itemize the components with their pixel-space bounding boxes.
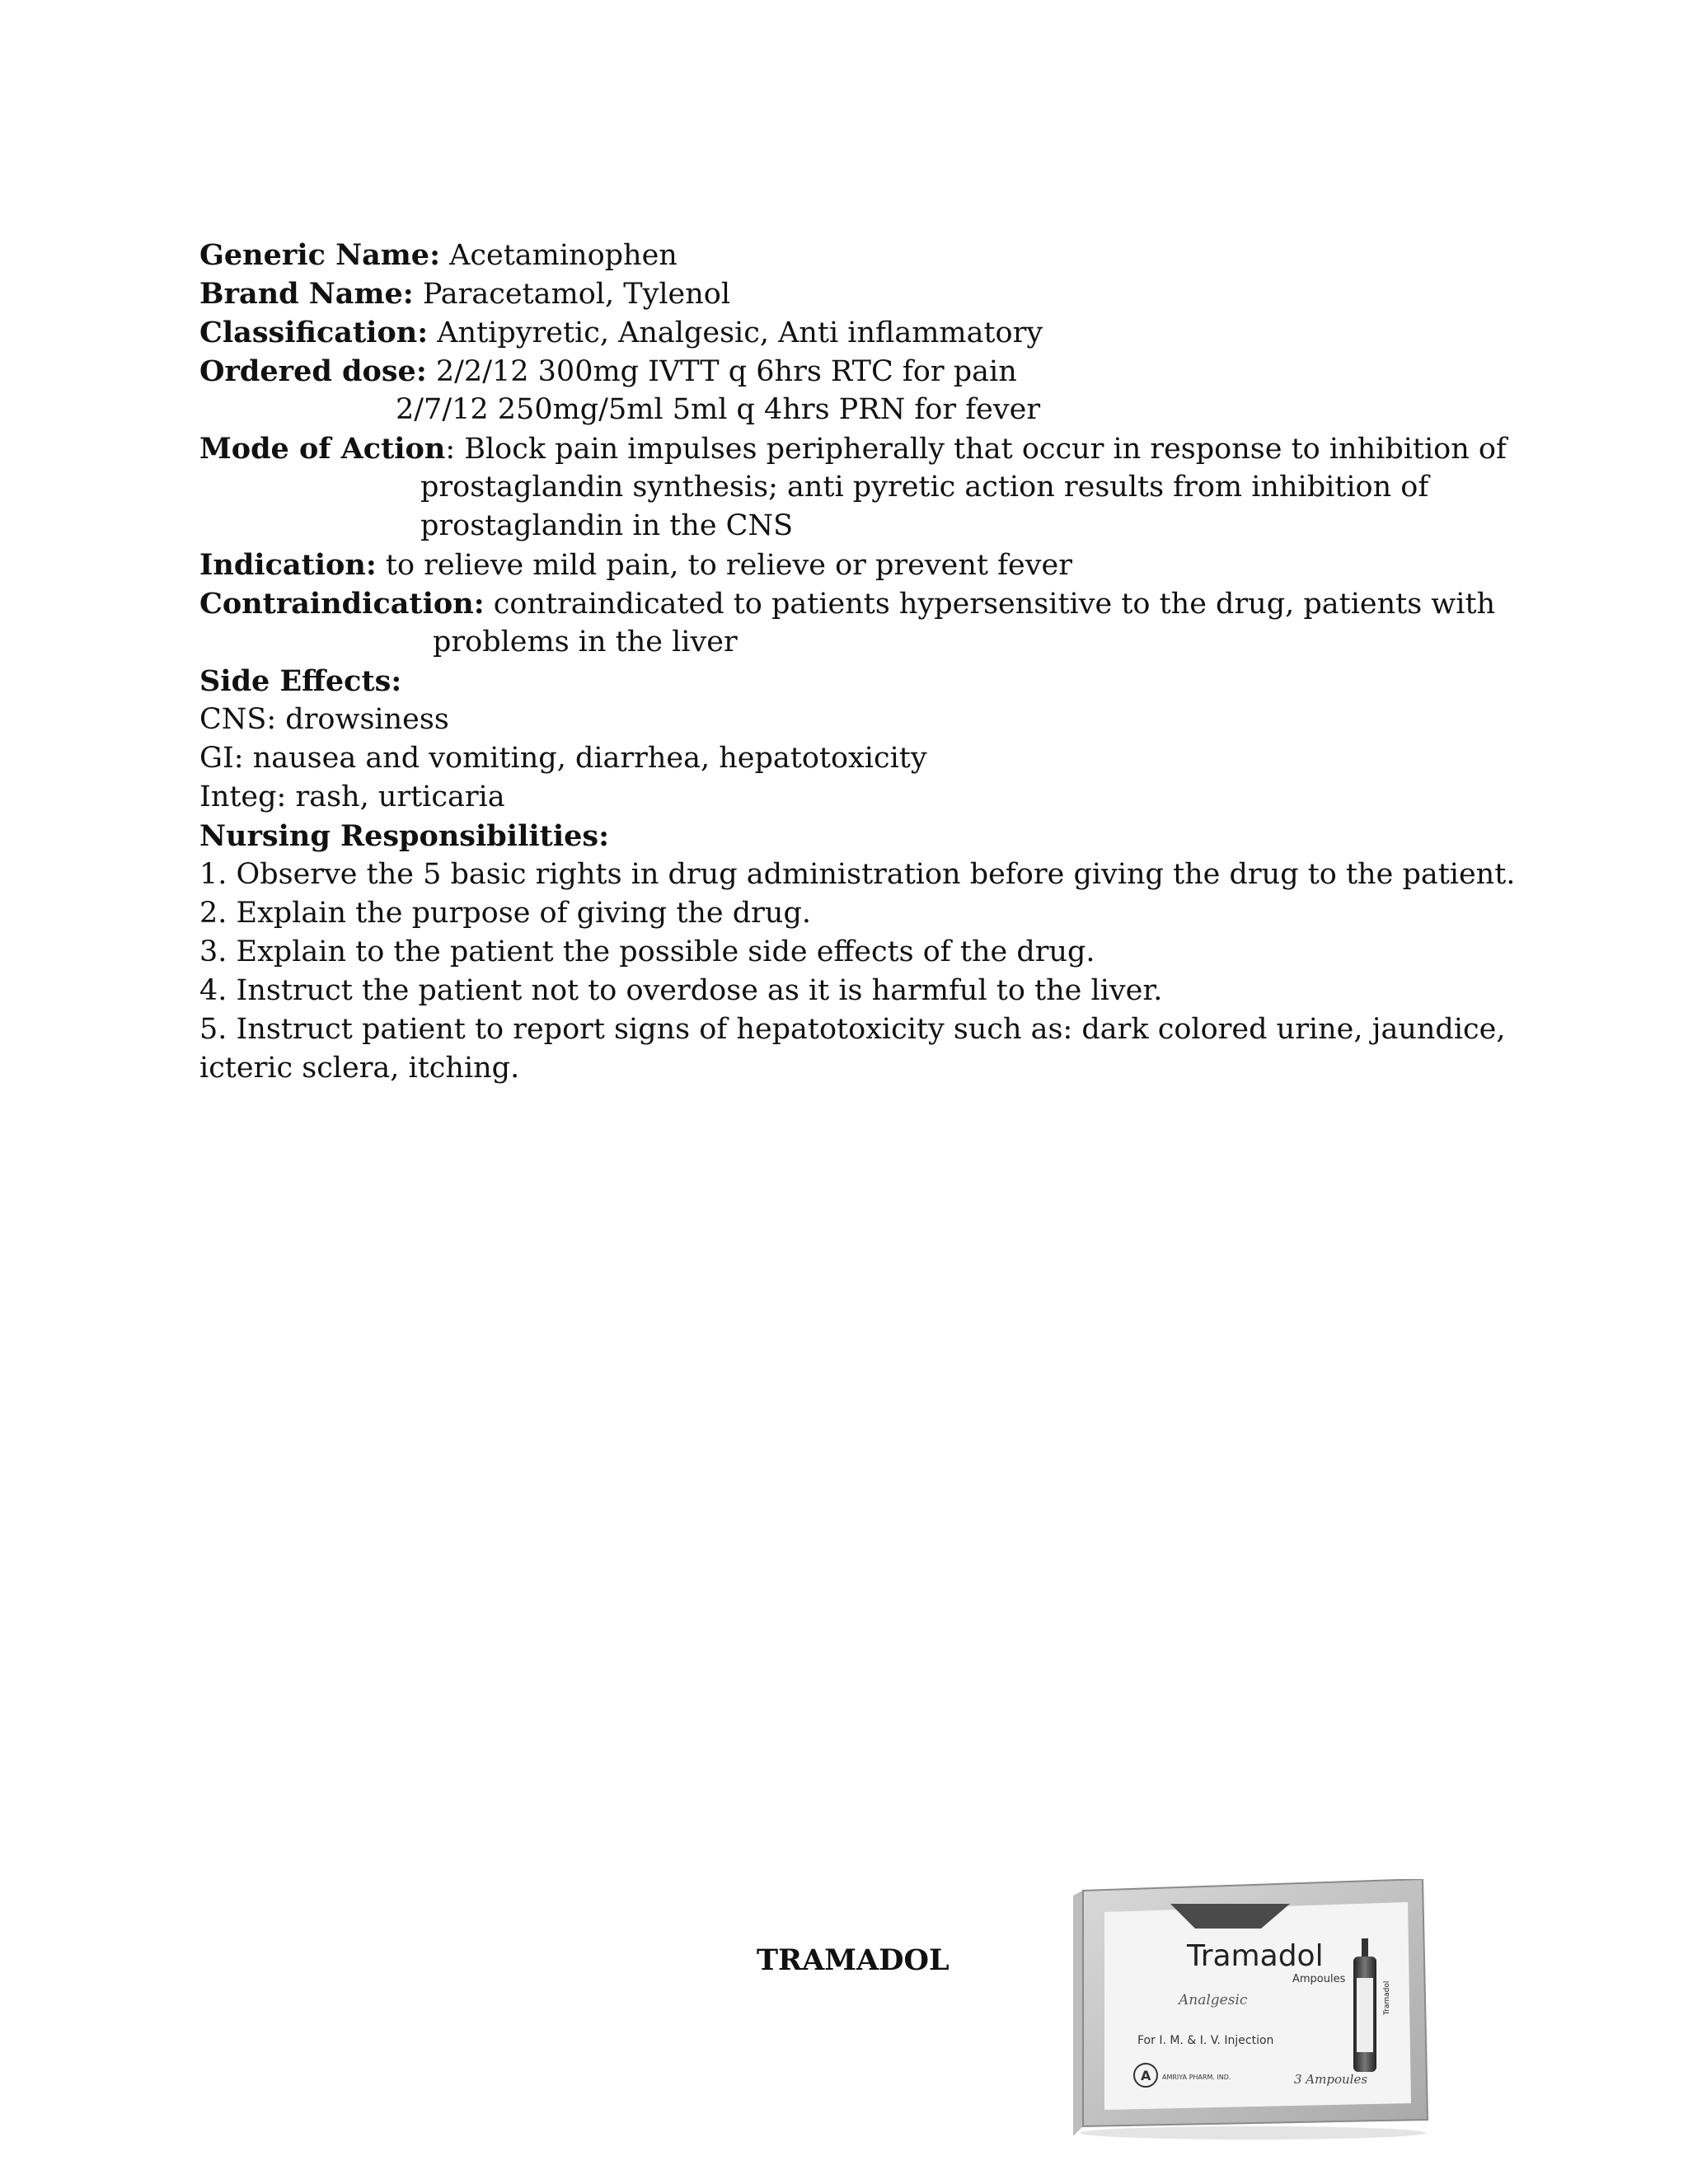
generic-name-line (199, 236, 678, 275)
generic-name-label: Generic Name: (199, 238, 440, 272)
ordered-dose-value-1: 2/2/12 300mg IVTT q 6hrs RTC for pain (426, 355, 1017, 388)
tramadol-product-image (1071, 1879, 1434, 2143)
ordered-dose-label: Ordered dose: (199, 354, 427, 388)
box-side (1073, 1891, 1083, 2136)
side-effect-item: GI: nausea and vomiting, diarrhea, hepatotoxicity (199, 742, 927, 775)
contraindication-value-1: contraindicated to patients hypersensitive to the drug, patients with (484, 588, 1496, 621)
classification-value: Antipyretic, Analgesic, Anti inflammatory (428, 316, 1043, 349)
side-effect-item: CNS: drowsiness (199, 703, 449, 736)
box-count-text: 3 Ampoules (1294, 2072, 1368, 2087)
mode-of-action-value-3: prostaglandin in the CNS (420, 509, 794, 542)
nursing-item: 1. Observe the 5 basic rights in drug administration before giving the drug to the patient. (199, 858, 1516, 891)
mode-of-action-value-1: : Block pain impulses peripherally that occur in response to inhibition of (445, 433, 1507, 466)
indication-label: Indication: (199, 548, 377, 582)
mode-of-action-label: Mode of Action (199, 432, 446, 466)
nursing-item: 5. Instruct patient to report signs of hepatotoxicity such as: dark colored urine, jaundice, (199, 1013, 1506, 1046)
contraindication-line (199, 584, 1495, 624)
tramadol-heading: TRAMADOL (757, 1943, 950, 1977)
contraindication-label: Contraindication: (199, 587, 485, 621)
side-effects-label: Side Effects: (199, 664, 402, 698)
box-shadow (1080, 2126, 1426, 2139)
nursing-item: 2. Explain the purpose of giving the drug. (199, 897, 811, 930)
box-category-text: Analgesic (1179, 1992, 1248, 2008)
indication-value: to relieve mild pain, to relieve or prevent fever (376, 549, 1072, 582)
classification-line (199, 313, 1043, 353)
brand-name-line (199, 274, 730, 314)
ampoule-label-text: Tramadol (1383, 1980, 1391, 2015)
box-form-text: Ampoules (1292, 1973, 1346, 1985)
indication-line (199, 546, 1072, 585)
ordered-dose-value-2: 2/7/12 250mg/5ml 5ml q 4hrs PRN for fever (396, 393, 1041, 426)
svg-text:A: A (1141, 2068, 1151, 2083)
nursing-item: 4. Instruct the patient not to overdose as it is harmful to the liver. (199, 974, 1163, 1007)
box-brand-text: Tramadol (1187, 1939, 1324, 1973)
nursing-item: icteric sclera, itching. (199, 1052, 520, 1085)
ampoule-label (1357, 1978, 1373, 2052)
brand-name-label: Brand Name: (199, 277, 414, 311)
ampoule-neck (1362, 1938, 1368, 1957)
mode-of-action-value-2: prostaglandin synthesis; anti pyretic action results from inhibition of (420, 471, 1429, 504)
mode-of-action-line (199, 429, 1507, 469)
classification-label: Classification: (199, 316, 429, 349)
generic-name-value: Acetaminophen (440, 239, 678, 272)
box-route-text: For I. M. & I. V. Injection (1137, 2034, 1274, 2047)
side-effect-item: Integ: rash, urticaria (199, 780, 505, 813)
contraindication-value-2: problems in the liver (433, 626, 738, 658)
brand-name-value: Paracetamol, Tylenol (413, 278, 731, 311)
box-maker-text: AMRIYA PHARM. IND. (1162, 2074, 1231, 2081)
ordered-dose-line (199, 352, 1017, 391)
nursing-responsibilities-label: Nursing Responsibilities: (199, 819, 610, 853)
nursing-item: 3. Explain to the patient the possible side effects of the drug. (199, 935, 1095, 968)
